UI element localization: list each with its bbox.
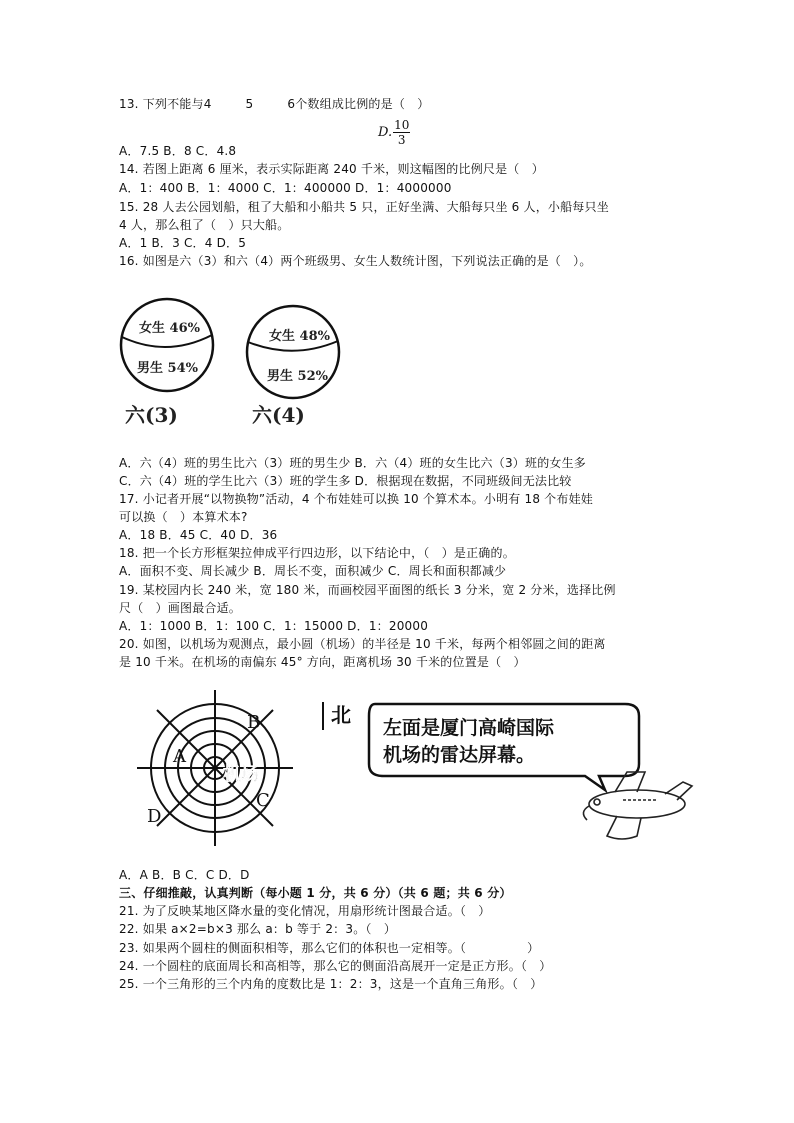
q15-line2: 4 人，那么租了（ ）只大船。 xyxy=(119,218,290,232)
q18-stem: 18. 把一个长方形框架拉伸成平行四边形，以下结论中，（ ）是正确的。 xyxy=(119,546,515,560)
q14-stem: 14. 若图上距离 6 厘米，表示实际距离 240 千米，则这幅图的比例尺是（ ） xyxy=(119,162,544,176)
q13-frac-numerator: 10 xyxy=(394,118,410,132)
pie-class-3 xyxy=(121,299,213,427)
q13-stem-line xyxy=(119,96,429,112)
speech-bubble-line2: 机场的雷达屏幕。 xyxy=(383,744,536,766)
q23: 23. 如果两个圆柱的侧面积相等，那么它们的体积也一定相等。（ ） xyxy=(119,941,540,955)
q18-options: A．面积不变、周长减少 B．周长不变，面积减少 C．周长和面积都减少 xyxy=(119,564,507,578)
q20-options: A．A B．B C．C D．D xyxy=(119,868,250,882)
pie-class-4-girl-label: 女生 48% xyxy=(269,329,330,344)
q21: 21. 为了反映某地区降水量的变化情况，用扇形统计图最合适。（ ） xyxy=(119,904,491,918)
radar-point-c: C xyxy=(256,790,270,811)
q22: 22. 如果 a×2=b×3 那么 a：b 等于 2：3。（ ） xyxy=(119,922,397,936)
q24: 24. 一个圆柱的底面周长和高相等，那么它的侧面沿高展开一定是正方形。（ ） xyxy=(119,959,552,973)
q16-pie-figure xyxy=(117,290,357,440)
radar-point-b: B xyxy=(247,712,261,733)
q13-option-d-fraction xyxy=(378,118,410,147)
q13-number-5: 5 xyxy=(245,97,254,111)
pie-class-4 xyxy=(247,306,339,427)
q13-options: A．7.5 B．8 C．4.8 xyxy=(119,144,237,158)
q14-options: A．1：400 B．1：4000 C．1：400000 D．1：4000000 xyxy=(119,181,452,195)
q20-line1: 20. 如图，以机场为观测点，最小圆（机场）的半径是 10 千米，每两个相邻圆之间的距离 xyxy=(119,637,606,651)
q13-stem: 13. 下列不能与4 xyxy=(119,97,212,111)
q13-frac-denominator: 3 xyxy=(397,133,406,147)
q17-line1: 17. 小记者开展“以物换物”活动，4 个布娃娃可以换 10 个算术本。小明有 18 个布娃娃 xyxy=(119,492,593,506)
q25: 25. 一个三角形的三个内角的度数比是 1：2：3，这是一个直角三角形。（ ） xyxy=(119,977,543,991)
pie-class-3-girl-label: 女生 46% xyxy=(139,321,200,336)
q19-line2: 尺（ ）画图最合适。 xyxy=(119,601,242,615)
speech-bubble-line1: 左面是厦门高崎国际 xyxy=(383,717,555,739)
radar-point-a: A xyxy=(173,746,186,767)
q20-line2: 是 10 千米。在机场的南偏东 45° 方向，距离机场 30 千米的位置是（ ） xyxy=(119,655,526,669)
pie-class-4-boy-label: 男生 52% xyxy=(267,369,328,384)
q16-options-line1: A．六（4）班的男生比六（3）班的男生少 B．六（4）班的女生比六（3）班的女生多 xyxy=(119,456,586,470)
q20-radar-figure xyxy=(117,686,702,862)
q19-options: A．1：1000 B．1：100 C．1：15000 D．1：20000 xyxy=(119,619,429,633)
q16-options-line2: C．六（4）班的学生比六（3）班的学生多 D．根据现在数据，不同班级间无法比较 xyxy=(119,474,572,488)
q15-options: A．1 B．3 C．4 D．5 xyxy=(119,236,247,250)
north-label: 北 xyxy=(331,703,351,727)
pie-class-4-title: 六(4) xyxy=(252,403,305,427)
q19-line1: 19. 某校园内长 240 米，宽 180 米，而画校园平面图的纸长 3 分米，宽 2 分米，选择比例 xyxy=(119,583,616,597)
q13-tail: 6个数组成比例的是（ ） xyxy=(287,97,430,111)
pie-class-3-title: 六(3) xyxy=(125,403,178,427)
section-3-heading: 三、仔细推敲，认真判断（每小题 1 分，共 6 分）（共 6 题；共 6 分） xyxy=(119,886,512,900)
radar-airport-label: 机场 xyxy=(223,764,259,785)
q16-stem: 16. 如图是六（3）和六（4）两个班级男、女生人数统计图，下列说法正确的是（ ）。 xyxy=(119,254,592,268)
pie-class-3-boy-label: 男生 54% xyxy=(137,361,198,376)
q17-line2: 可以换（ ）本算术本? xyxy=(119,510,248,524)
q17-options: A．18 B．45 C．40 D．36 xyxy=(119,528,278,542)
radar-point-d: D xyxy=(147,806,162,827)
q13-frac-prefix: D. xyxy=(378,125,393,140)
q15-line1: 15. 28 人去公园划船，租了大船和小船共 5 只，正好坐满、大船每只坐 6 人，小船每只坐 xyxy=(119,200,609,214)
